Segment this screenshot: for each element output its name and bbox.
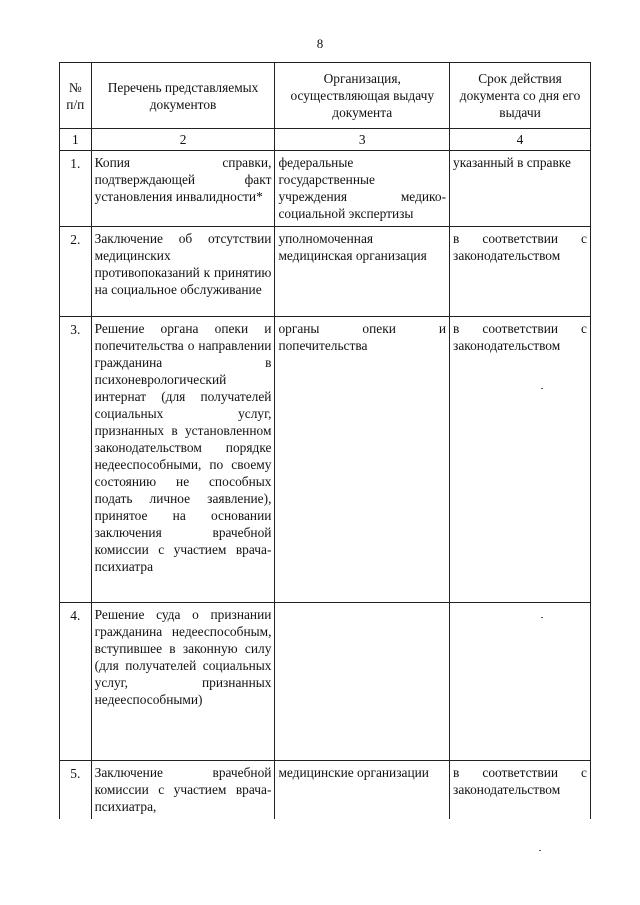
column-number: 1: [60, 129, 92, 151]
validity-cell: в соответствии с законодательством: [450, 227, 591, 317]
row-number: 5.: [60, 761, 92, 820]
header-number: № п/п: [60, 63, 92, 129]
header-document-list: Перечень представляемых документов: [91, 63, 275, 129]
document-cell: Заключение врачебной комиссии с участием врача-психиатра,: [91, 761, 275, 820]
table-row: [60, 317, 591, 603]
documents-table: [59, 62, 591, 819]
validity-cell: указанный в справке: [450, 151, 591, 227]
table-row: [60, 603, 591, 761]
organization-cell: [275, 603, 450, 761]
organization-cell: медицинские организации: [275, 761, 450, 820]
table-row: [60, 151, 591, 227]
organization-cell: уполномоченная медицинская организация: [275, 227, 450, 317]
row-number: 4.: [60, 603, 92, 761]
scan-speck: [541, 388, 543, 389]
validity-cell: в соответствии с законодательством: [450, 761, 591, 820]
table-row: [60, 227, 591, 317]
organization-cell: федеральные государственные учреждения медико-социальной экспертизы: [275, 151, 450, 227]
document-cell: Копия справки, подтверждающей факт установления инвалидности*: [91, 151, 275, 227]
column-number-row: [60, 129, 591, 151]
column-number: 3: [275, 129, 450, 151]
row-number: 1.: [60, 151, 92, 227]
table-row: [60, 761, 591, 820]
column-number: 2: [91, 129, 275, 151]
document-cell: Заключение об отсутствии медицинских противопоказаний к принятию на социальное обслуживание: [91, 227, 275, 317]
page-number: 8: [316, 36, 324, 51]
table-header-row: [60, 63, 591, 129]
organization-cell: органы опеки и попечительства: [275, 317, 450, 603]
column-number: 4: [450, 129, 591, 151]
document-cell: Решение суда о признании гражданина недееспособным, вступившее в законную силу (для получателей социальных услуг, признанных недееспособными): [91, 603, 275, 761]
validity-cell: в соответствии с законодательством: [450, 317, 591, 603]
header-validity-period: Срок действия документа со дня его выдачи: [450, 63, 591, 129]
validity-cell: [450, 603, 591, 761]
row-number: 2.: [60, 227, 92, 317]
header-issuing-organization: Организация, осуществляющая выдачу документа: [275, 63, 450, 129]
scan-speck: [539, 850, 541, 851]
row-number: 3.: [60, 317, 92, 603]
document-cell: Решение органа опеки и попечительства о направлении гражданина в психоневрологический интернат (для получателей социальных услуг, признанных в установленном законодательством порядке недееспособными, по своему состоянию не способных подать личное заявление), принятое на основании заключения врачебной комиссии с участием врача-психиатра: [91, 317, 275, 603]
scan-speck: [541, 617, 543, 618]
